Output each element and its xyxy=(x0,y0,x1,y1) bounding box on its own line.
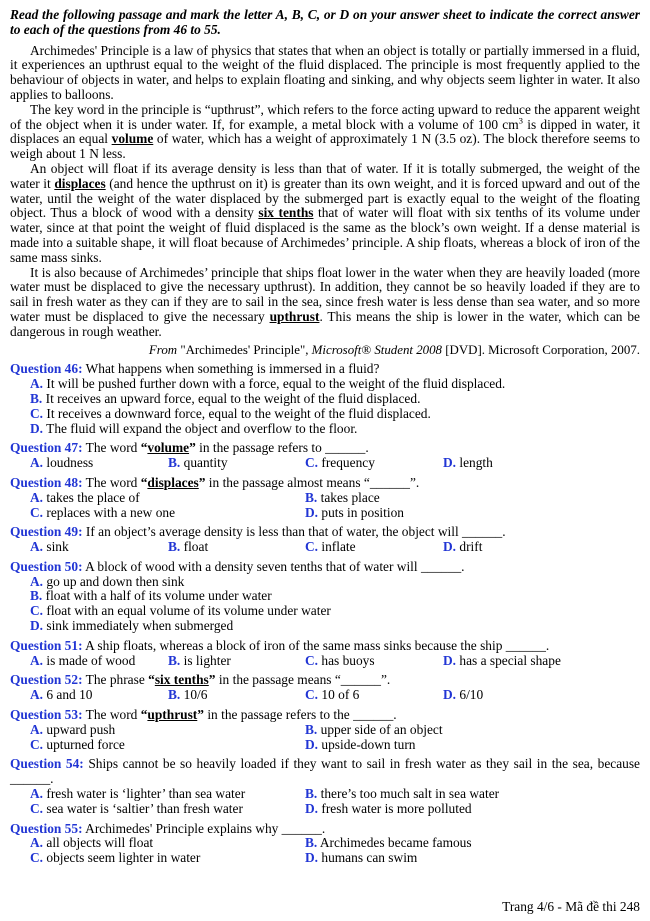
text-segment: ” xyxy=(208,672,216,688)
text-segment: It is also because of Archimedes’ principle that ships float lower in the water when they are heavily loaded (more water must be displaced to give the necessary upthrust). In addition, they cannot be so heavily loaded if they are to sail in fresh water as they can if they are to sail in the sea, since fresh water is less dense than sea water, and so more water must be displaced to give the necessary xyxy=(10,264,640,324)
question-block xyxy=(10,525,640,555)
option-text: go up and down then sink xyxy=(43,573,185,589)
source-citation xyxy=(10,343,640,358)
option-letter: B. xyxy=(168,539,181,555)
option-text: upward push xyxy=(43,721,116,737)
answer-option xyxy=(30,688,168,703)
question-block xyxy=(10,757,640,816)
question-label: Question 54: xyxy=(10,756,84,772)
option-letter: B. xyxy=(168,687,181,703)
options-group xyxy=(30,836,640,866)
option-letter: C. xyxy=(30,405,44,421)
text-segment: The word xyxy=(85,440,141,456)
text-segment: displaces xyxy=(54,175,106,191)
question-block xyxy=(10,441,640,471)
answer-option xyxy=(30,377,640,392)
text-segment: six tenths xyxy=(154,672,209,688)
option-letter: A. xyxy=(30,721,44,737)
option-letter: B. xyxy=(30,390,43,406)
passage xyxy=(10,44,640,340)
text-segment: ” xyxy=(197,707,204,723)
option-letter: B. xyxy=(168,652,181,668)
option-letter: D. xyxy=(443,687,457,703)
answer-option xyxy=(305,688,443,703)
answer-option xyxy=(30,491,305,506)
question-label: Question 55: xyxy=(10,820,83,836)
answer-option xyxy=(30,456,168,471)
questions-section xyxy=(10,362,640,866)
text-segment: (and hence the upthrust on it) is greater than its own weight, and it is forced upward and out of the water, until the weight of the water displaced by the submerged part is exactly equal to the weight of the floating object. Thus a block of wood with a density xyxy=(10,175,640,221)
option-text: float xyxy=(180,539,209,555)
answer-option xyxy=(30,540,168,555)
option-text: there’s too much salt in sea water xyxy=(317,786,500,802)
option-text: float with a half of its volume under water xyxy=(42,588,272,604)
question-stem xyxy=(10,822,640,837)
question-stem xyxy=(10,757,640,787)
instruction-text: Read the following passage and mark the letter A, B, C, or D on your answer sheet to indicate the correct answer to each of the questions from 46 to 55. xyxy=(10,7,640,37)
text-segment: volume xyxy=(147,440,190,456)
option-letter: D. xyxy=(30,420,44,436)
option-text: 10/6 xyxy=(180,687,208,703)
text-segment: displaces xyxy=(147,474,199,490)
option-text: Archimedes became famous xyxy=(317,835,472,851)
option-text: humans can swim xyxy=(318,850,418,866)
text-segment: [DVD]. Microsoft Corporation, 2007. xyxy=(442,342,640,357)
text-segment: upthrust xyxy=(147,707,198,723)
text-segment: in the passage refers to ______. xyxy=(195,440,369,456)
answer-option xyxy=(443,456,640,471)
question-stem xyxy=(10,639,640,654)
question-block xyxy=(10,708,640,752)
question-stem xyxy=(10,362,640,377)
question-block xyxy=(10,822,640,866)
text-segment: six tenths xyxy=(258,205,314,221)
option-text: It receives an upward force, equal to the weight of the fluid displaced. xyxy=(42,390,421,406)
option-text: loudness xyxy=(43,455,94,471)
option-letter: D. xyxy=(30,618,44,634)
answer-option xyxy=(305,491,640,506)
page-footer: Trang 4/6 - Mã đề thi 248 xyxy=(502,899,640,915)
question-label: Question 48: xyxy=(10,474,83,490)
option-text: upside-down turn xyxy=(318,736,416,752)
answer-option xyxy=(443,654,640,669)
answer-option xyxy=(443,540,640,555)
answer-option xyxy=(30,575,640,590)
option-text: sink xyxy=(43,539,69,555)
option-text: is lighter xyxy=(180,652,231,668)
option-text: The fluid will expand the object and overflow to the floor. xyxy=(43,420,358,436)
text-segment: “ xyxy=(140,440,148,456)
option-text: 6 and 10 xyxy=(43,687,93,703)
text-segment: in the passage means “______”. xyxy=(215,672,391,688)
option-text: upper side of an object xyxy=(317,721,443,737)
answer-option xyxy=(305,456,443,471)
option-letter: D. xyxy=(443,652,457,668)
answer-option xyxy=(305,787,640,802)
question-block xyxy=(10,560,640,634)
text-segment: A block of wood with a density seven tenths that of water will ______. xyxy=(85,558,465,574)
text-segment: “ xyxy=(148,672,155,688)
options-group xyxy=(30,491,640,521)
answer-option xyxy=(305,506,640,521)
text-segment: ” xyxy=(198,474,206,490)
option-text: float with an equal volume of its volume under water xyxy=(43,603,331,619)
question-block xyxy=(10,362,640,436)
question-stem xyxy=(10,441,640,456)
option-text: length xyxy=(456,455,493,471)
option-letter: C. xyxy=(305,652,319,668)
option-text: fresh water is ‘lighter’ than sea water xyxy=(43,786,246,802)
option-text: all objects will float xyxy=(43,835,154,851)
option-letter: D. xyxy=(305,504,319,520)
option-letter: C. xyxy=(30,603,44,619)
answer-option xyxy=(305,802,640,817)
text-segment: Archimedes' Principle explains why ______. xyxy=(85,820,326,836)
options-group xyxy=(30,540,640,555)
text-segment: "Archimedes' Principle", xyxy=(177,342,312,357)
option-letter: A. xyxy=(30,376,44,392)
answer-option xyxy=(30,589,640,604)
question-label: Question 50: xyxy=(10,558,83,574)
options-group xyxy=(10,575,640,634)
answer-option xyxy=(30,407,640,422)
question-label: Question 47: xyxy=(10,440,83,456)
answer-option xyxy=(30,851,305,866)
question-label: Question 46: xyxy=(10,361,83,377)
question-block xyxy=(10,673,640,703)
text-segment: Microsoft® Student 2008 xyxy=(311,342,442,357)
answer-option xyxy=(30,787,305,802)
option-text: fresh water is more polluted xyxy=(318,800,472,816)
passage-paragraph xyxy=(10,44,640,103)
question-label: Question 53: xyxy=(10,707,83,723)
passage-paragraph xyxy=(10,103,640,162)
answer-option xyxy=(30,654,168,669)
option-text: takes place xyxy=(317,489,380,505)
option-letter: A. xyxy=(30,573,44,589)
option-text: sink immediately when submerged xyxy=(43,618,234,634)
option-letter: A. xyxy=(30,489,44,505)
text-segment: What happens when something is immersed in a fluid? xyxy=(85,361,380,377)
option-text: 6/10 xyxy=(456,687,484,703)
answer-option xyxy=(168,540,305,555)
option-text: puts in position xyxy=(318,504,404,520)
answer-option xyxy=(30,604,640,619)
option-letter: D. xyxy=(305,850,319,866)
answer-option xyxy=(168,654,305,669)
option-text: has a special shape xyxy=(456,652,561,668)
text-segment: ” xyxy=(189,440,196,456)
option-text: 10 of 6 xyxy=(318,687,360,703)
answer-option xyxy=(30,836,305,851)
option-letter: B. xyxy=(30,588,43,604)
answer-option xyxy=(30,422,640,437)
option-letter: A. xyxy=(30,687,44,703)
answer-option xyxy=(30,723,305,738)
text-segment: of water, which has a weight of approximately 1 N (3.5 oz). The block therefore seems to weigh about 1 N less. xyxy=(10,131,640,162)
option-letter: B. xyxy=(305,489,318,505)
answer-option xyxy=(305,540,443,555)
option-text: objects seem lighter in water xyxy=(43,850,201,866)
option-letter: D. xyxy=(443,539,457,555)
text-segment: “ xyxy=(140,707,148,723)
answer-option xyxy=(30,738,305,753)
option-letter: D. xyxy=(305,736,319,752)
text-segment: An object will float if its average density is less than that of water. If it is totally submerged, the weight of the water it xyxy=(10,160,640,191)
answer-option xyxy=(443,688,640,703)
option-letter: A. xyxy=(30,786,44,802)
text-segment: Archimedes' Principle is a law of physics that states that when an object is totally or partially immersed in a fluid, it experiences an upthrust equal to the weight of the fluid displaced. The principle is most frequently applied to the behaviour of objects in water, and helps to explain floating and sinking, and why objects seem lighter in water. It also applies to balloons. xyxy=(10,42,640,102)
text-segment: is dipped in water, it displaces an equal xyxy=(10,116,640,147)
option-text: inflate xyxy=(318,539,356,555)
question-stem xyxy=(10,708,640,723)
text-segment: Ships cannot be so heavily loaded if they want to sail in fresh water as they sail in the sea, because ______. xyxy=(10,756,640,787)
text-segment: From xyxy=(148,342,178,357)
text-segment: The word xyxy=(85,474,141,490)
passage-paragraph xyxy=(10,162,640,266)
option-text: drift xyxy=(456,539,483,555)
option-letter: A. xyxy=(30,652,44,668)
text-segment: volume xyxy=(111,131,154,147)
option-letter: D. xyxy=(443,455,457,471)
answer-option xyxy=(30,802,305,817)
option-letter: D. xyxy=(305,800,319,816)
option-letter: B. xyxy=(305,835,318,851)
option-letter: C. xyxy=(30,850,44,866)
answer-option xyxy=(305,738,640,753)
option-letter: C. xyxy=(305,687,319,703)
text-segment: A ship floats, whereas a block of iron of the same mass sinks because the ship ______. xyxy=(85,637,550,653)
question-stem xyxy=(10,525,640,540)
text-segment: “ xyxy=(140,474,148,490)
option-text: quantity xyxy=(180,455,228,471)
question-label: Question 49: xyxy=(10,524,83,540)
text-segment: in the passage almost means “______”. xyxy=(205,474,420,490)
option-text: replaces with a new one xyxy=(43,504,176,520)
option-letter: A. xyxy=(30,539,44,555)
option-letter: C. xyxy=(30,504,44,520)
option-text: frequency xyxy=(318,455,375,471)
answer-option xyxy=(30,392,640,407)
answer-option xyxy=(168,456,305,471)
question-block xyxy=(10,639,640,669)
text-segment: that of water will float with six tenths of its volume under water, since at that point the weight of fluid displaced is the same as the block’s own weight. If a dense material is made into a suitable shape, it will float because of Archimedes’ principle. A ship floats, whereas a block of iron of the same mass sinks. xyxy=(10,205,640,265)
option-letter: C. xyxy=(305,455,319,471)
text-segment: in the passage refers to the ______. xyxy=(203,707,397,723)
option-letter: A. xyxy=(30,455,44,471)
question-stem xyxy=(10,560,640,575)
options-group xyxy=(30,688,640,703)
question-stem xyxy=(10,673,640,688)
text-segment: The key word in the principle is “upthrust”, which refers to the force acting upward to reduce the apparent weight of the object when it is under water. If, for example, a metal block with a volume of 100 cm xyxy=(10,101,640,132)
option-text: It will be pushed further down with a force, equal to the weight of the fluid displaced. xyxy=(43,376,506,392)
answer-option xyxy=(30,506,305,521)
answer-option xyxy=(30,619,640,634)
question-block xyxy=(10,476,640,520)
question-label: Question 51: xyxy=(10,637,83,653)
options-group xyxy=(30,723,640,753)
option-letter: C. xyxy=(30,736,44,752)
text-segment: . This means the ship is lower in the water, which can be dangerous in rough weather. xyxy=(10,308,640,339)
answer-option xyxy=(305,836,640,851)
option-text: upturned force xyxy=(43,736,125,752)
option-text: It receives a downward force, equal to the weight of the fluid displaced. xyxy=(43,405,431,421)
passage-paragraph xyxy=(10,266,640,340)
option-text: has buoys xyxy=(318,652,375,668)
text-segment: The word xyxy=(85,707,141,723)
text-segment: The phrase xyxy=(85,672,149,688)
options-group xyxy=(30,456,640,471)
question-stem xyxy=(10,476,640,491)
question-label: Question 52: xyxy=(10,672,83,688)
answer-option xyxy=(305,654,443,669)
option-text: takes the place of xyxy=(43,489,140,505)
options-group xyxy=(30,787,640,817)
answer-option xyxy=(168,688,305,703)
option-letter: C. xyxy=(305,539,319,555)
option-letter: C. xyxy=(30,800,44,816)
option-letter: B. xyxy=(168,455,181,471)
text-segment: 3 xyxy=(518,115,523,126)
option-text: sea water is ‘saltier’ than fresh water xyxy=(43,800,243,816)
text-segment: If an object’s average density is less than that of water, the object will ______. xyxy=(85,524,506,540)
options-group xyxy=(30,654,640,669)
options-group xyxy=(10,377,640,436)
option-letter: B. xyxy=(305,721,318,737)
option-letter: A. xyxy=(30,835,44,851)
answer-option xyxy=(305,851,640,866)
text-segment: upthrust xyxy=(269,308,320,324)
answer-option xyxy=(305,723,640,738)
option-letter: B. xyxy=(305,786,318,802)
option-text: is made of wood xyxy=(43,652,136,668)
